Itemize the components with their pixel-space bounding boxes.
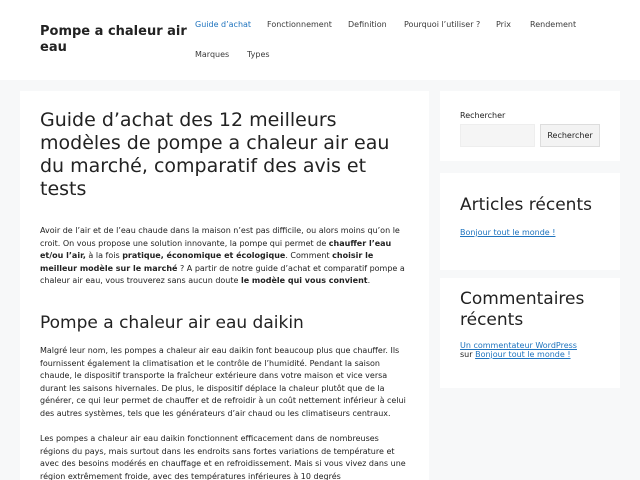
section-paragraph-2: Les pompes a chaleur air eau daikin fonctionnent efficacement dans de nombreuses régions du pays, mais surtout dans les endroits sans fortes variations de température et avec des besoins modérés en chauffage et en refroidissement. Mais si vous vivez dans une région extrêmement froide, avec des températures inférieures à 10 degrés (40, 434, 406, 480)
nav-item-definition[interactable]: Definition (348, 20, 387, 29)
section-paragraph-1: Malgré leur nom, les pompes a chaleur air eau daikin font beaucoup plus que chauffer. Ils fournissent également la climatisation et le contrôle de l’humidité. Pendant la saison chaude, le dispositif transporte la fraîcheur extérieure dans votre maison et vice versa durant les saisons hivernales. De plus, le dispositif déplace la chaleur plutôt que de la générer, ce qui leur permet de chauffer et de refroidir à un coût nettement inférieur à celui des autres systèmes, tels que les générateurs d’air chaud ou les climatiseurs centraux. (40, 346, 406, 418)
search-label: Rechercher (460, 111, 506, 120)
recent-comments-widget (440, 278, 620, 388)
nav-item-rendement[interactable]: Rendement (530, 20, 577, 29)
article-card (20, 91, 429, 480)
site-title[interactable]: Pompe a chaleur air eau (40, 24, 187, 55)
search-widget (440, 91, 620, 161)
site-header (0, 0, 640, 80)
recent-comments-title: Commentaires récents (460, 289, 585, 330)
recent-comment-post: sur Bonjour tout le monde ! (460, 350, 571, 359)
nav-item-pourquoi[interactable]: Pourquoi l’utiliser ? (404, 20, 481, 29)
nav-item-fonctionnement[interactable]: Fonctionnement (267, 20, 332, 29)
search-button[interactable]: Rechercher (540, 124, 600, 147)
nav-item-guide-achat[interactable]: Guide d’achat (195, 20, 252, 29)
nav-item-prix[interactable]: Prix (496, 20, 511, 29)
recent-posts-title: Articles récents (460, 195, 592, 215)
comment-post-link[interactable]: Bonjour tout le monde ! (475, 350, 571, 359)
nav-item-types[interactable]: Types (247, 50, 270, 59)
recent-comment-author (460, 341, 577, 350)
recent-posts-widget (440, 173, 620, 270)
page-title: Guide d’achat des 12 meilleurs modèles de pompe a chaleur air eau du marché, comparatif des avis et tests (40, 109, 390, 200)
search-input[interactable] (460, 124, 535, 147)
recent-post-link[interactable]: Bonjour tout le monde ! (460, 228, 556, 237)
intro-paragraph: Avoir de l’air et de l’eau chaude dans la maison n’est pas difficile, ou alors moins qu’on le croit. On vous propose une solution innovante, la pompe qui permet de chauffer l’eau et/ou l’air, à la fois pratique, économique et écologique. Comment choisir le meilleur modèle sur le marché ? A partir de notre guide d’achat et comparatif pompe a chaleur air eau, vous trouverez sans aucun doute le modèle qui vous convient. (40, 226, 405, 286)
nav-item-marques[interactable]: Marques (195, 50, 230, 59)
comment-author-link[interactable]: Un commentateur WordPress (460, 341, 577, 350)
section-heading: Pompe a chaleur air eau daikin (40, 313, 304, 333)
